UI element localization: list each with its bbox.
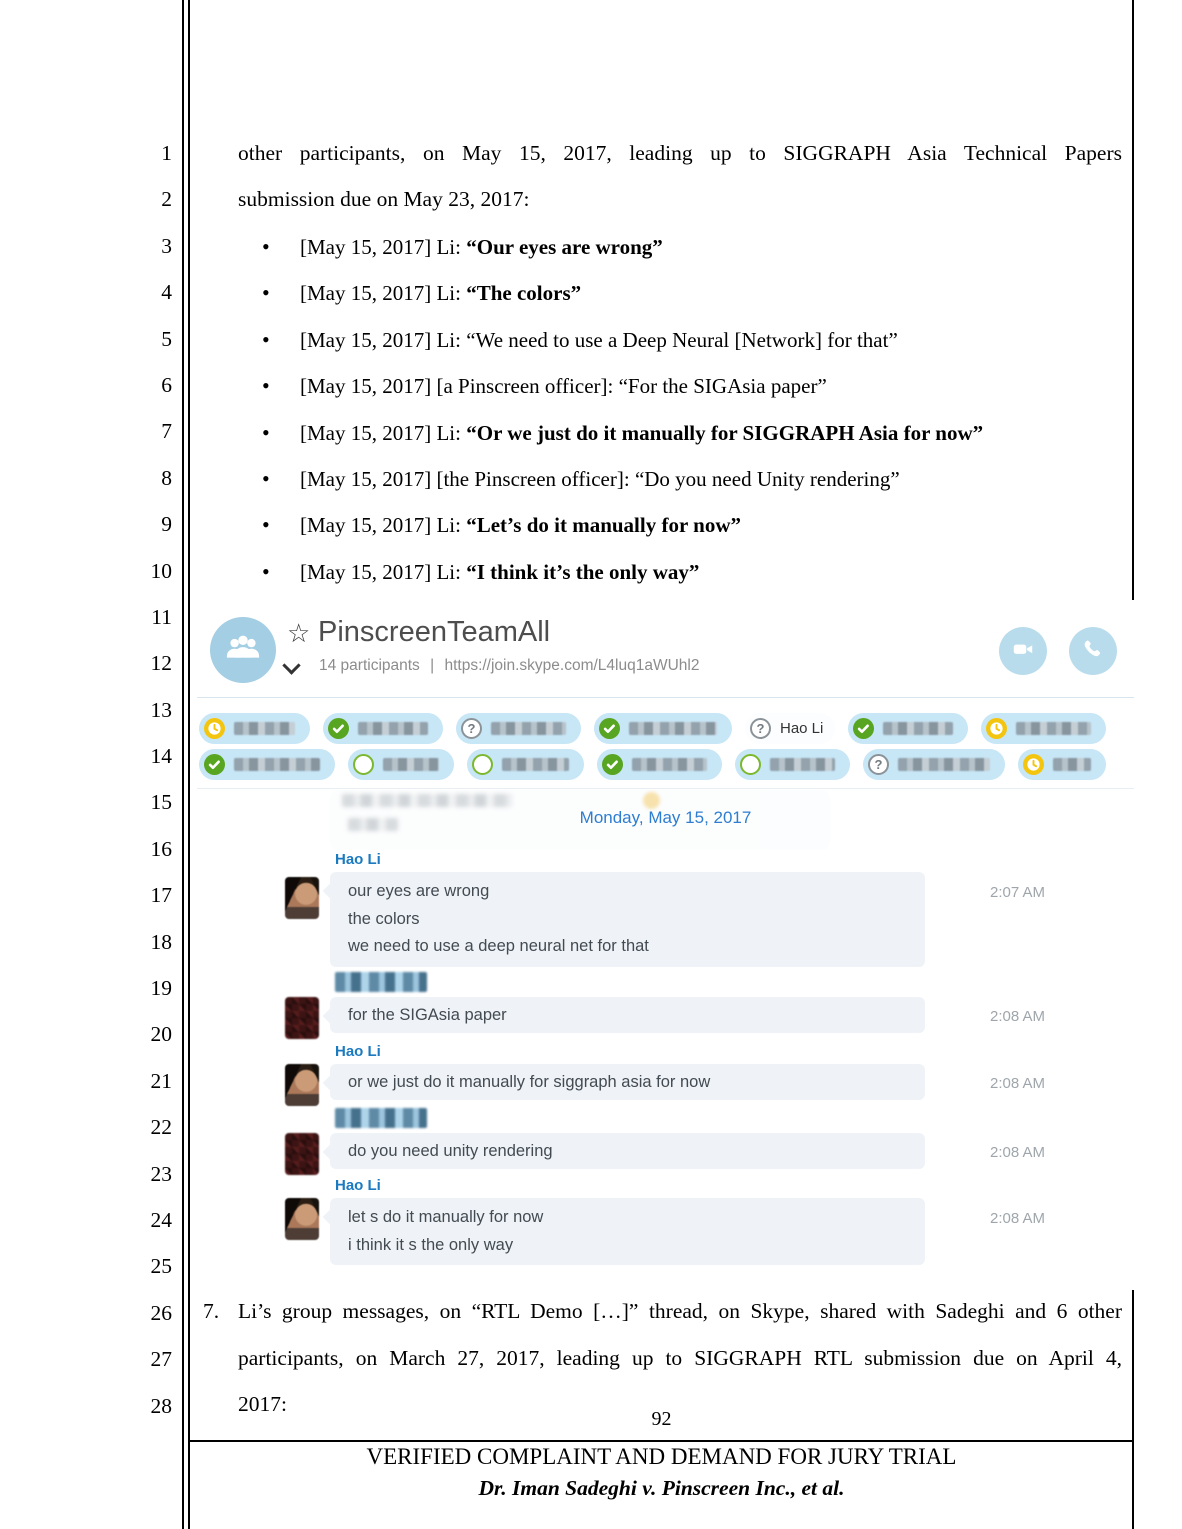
bullet-item: [262, 502, 1122, 548]
group-people-icon: [222, 627, 264, 674]
redacted-participant-name: [383, 758, 439, 771]
bubble-tail: [323, 1008, 340, 1025]
paragraph-top-line2: submission due on May 23, 2017:: [238, 187, 530, 212]
sender-avatar: [285, 1064, 319, 1106]
footer-case-name: Dr. Iman Sadeghi v. Pinscreen Inc., et al.: [478, 1476, 845, 1500]
participant-chip-hao-li[interactable]: [745, 713, 835, 744]
conversation-title: PinscreenTeamAll: [318, 616, 551, 648]
bullet-quote: “Do you need Unity rendering”: [634, 466, 900, 491]
chips-divider: [197, 788, 1134, 789]
line-number: 17: [150, 883, 172, 908]
bullet-quote: “Our eyes are wrong”: [466, 235, 663, 259]
chat-message: [197, 972, 1134, 1042]
chat-message: [197, 851, 1134, 971]
message-bubble: [330, 872, 925, 967]
page-number: 92: [651, 1408, 672, 1430]
message-bubble: [330, 1064, 925, 1100]
status-online-icon: [602, 754, 623, 775]
status-offline-icon: [353, 754, 374, 775]
bullet-prefix: [May 15, 2017] [a Pinscreen officer]:: [300, 374, 619, 399]
line-number: 1: [161, 141, 172, 165]
conversation-subtitle: [319, 657, 706, 675]
sender-avatar: [285, 1198, 319, 1240]
redacted-participant-name: [358, 722, 428, 735]
redacted-participant-name: [632, 758, 707, 771]
participant-name: Hao Li: [780, 720, 824, 737]
emoji-blob: [643, 792, 660, 809]
message-line: let s do it manually for now: [348, 1208, 544, 1226]
line-number: 9: [161, 512, 172, 537]
line-number: 25: [150, 1254, 172, 1279]
line-number: 7: [161, 419, 172, 444]
bullet-item: [262, 270, 1122, 316]
line-number: 6: [161, 372, 172, 397]
sender-avatar: [285, 997, 319, 1039]
bullet-prefix: [May 15, 2017] Li:: [300, 281, 467, 306]
line-number: 28: [150, 1393, 172, 1418]
redacted-participant-name: [629, 722, 717, 735]
line-number: 21: [150, 1068, 172, 1093]
bullet-prefix: [May 15, 2017] Li:: [300, 559, 467, 584]
line-number: 2: [161, 187, 172, 212]
participant-chip[interactable]: [848, 713, 968, 744]
message-bubble: [330, 997, 925, 1033]
redacted-participant-name: [1053, 758, 1091, 771]
bullet-prefix: [May 15, 2017] Li:: [300, 513, 467, 538]
participant-chip[interactable]: [199, 749, 335, 780]
paragraph-top: [238, 130, 1122, 223]
bullet-quote: “The colors”: [466, 281, 582, 306]
left-border-inner-line: [188, 0, 190, 1529]
status-online-icon: [204, 754, 225, 775]
message-line: or we just do it manually for siggraph asia for now: [348, 1073, 711, 1091]
participant-chip[interactable]: [456, 713, 581, 744]
message-timestamp: 2:08 AM: [990, 1075, 1046, 1092]
line-number: 12: [150, 651, 172, 676]
redacted-participant-name: [898, 758, 990, 771]
footer-title: VERIFIED COMPLAINT AND DEMAND FOR JURY TRIAL: [366, 1444, 957, 1469]
chat-message: [197, 1108, 1134, 1176]
status-unknown-icon: ?: [750, 718, 771, 739]
redacted-text-bar: [342, 794, 512, 807]
line-number: 8: [161, 465, 172, 490]
status-online-icon: [599, 718, 620, 739]
bubble-tail: [323, 1209, 340, 1226]
chevron-down-icon[interactable]: [282, 656, 300, 674]
paragraph-7: [238, 1288, 1122, 1428]
skype-screenshot-embed: [197, 600, 1134, 1290]
sender-name-redacted: [335, 1108, 427, 1128]
participant-chip[interactable]: [348, 749, 454, 780]
message-line: the colors: [348, 909, 420, 928]
message-timestamp: 2:08 AM: [990, 1008, 1046, 1025]
line-number: 24: [150, 1207, 172, 1232]
line-number: 4: [161, 280, 172, 305]
bullet-quote: “We need to use a Deep Neural [Network] for that”: [466, 327, 898, 352]
sender-avatar: [285, 877, 319, 919]
message-bubble: [330, 1198, 925, 1265]
bubble-tail: [323, 883, 340, 900]
sender-name[interactable]: Hao Li: [335, 851, 381, 868]
sender-name[interactable]: Hao Li: [335, 1177, 381, 1194]
status-away-icon: [1023, 754, 1044, 775]
group-avatar: [210, 617, 276, 683]
phone-call-icon: [1080, 636, 1106, 667]
line-number: 16: [150, 836, 172, 861]
status-unknown-icon: ?: [868, 754, 889, 775]
line-number: 26: [150, 1300, 172, 1325]
participant-chip[interactable]: [735, 749, 850, 780]
status-offline-icon: [740, 754, 761, 775]
participant-chip[interactable]: [594, 713, 732, 744]
sender-name-redacted: [335, 972, 427, 992]
line-number: 23: [150, 1161, 172, 1186]
bubble-tail: [323, 1144, 340, 1161]
status-unknown-icon: ?: [461, 718, 482, 739]
participants-count: 14 participants: [319, 657, 420, 674]
footer-rule: [189, 1440, 1134, 1442]
participant-chip[interactable]: [597, 749, 722, 780]
video-call-button[interactable]: [999, 627, 1047, 675]
line-number: 27: [150, 1347, 172, 1372]
paragraph-7-number: 7.: [203, 1299, 220, 1323]
bullet-item: [262, 549, 1122, 595]
redacted-participant-name: [770, 758, 835, 771]
video-call-icon: [1010, 636, 1036, 667]
chat-message: [197, 1177, 1134, 1269]
bullet-item: [262, 224, 1122, 270]
status-offline-icon: [472, 754, 493, 775]
bullet-prefix: [May 15, 2017] Li:: [300, 420, 467, 445]
participant-chips-row1: [199, 713, 1106, 744]
redacted-participant-name: [883, 722, 953, 735]
message-line: we need to use a deep neural net for that: [348, 937, 649, 955]
paragraph-7-line1: Li’s group messages, on “RTL Demo […]” thread, on Skype, shared with Sadeghi and 6 other: [238, 1299, 1122, 1323]
bubble-tail: [323, 1075, 340, 1092]
participant-chip[interactable]: [981, 713, 1106, 744]
line-number: 20: [150, 1022, 172, 1047]
paragraph-7-line3: 2017:: [238, 1392, 287, 1417]
status-online-icon: [853, 718, 874, 739]
redacted-participant-name: [234, 758, 320, 771]
redacted-participant-name: [234, 722, 295, 735]
bullet-quote: “Let’s do it manually for now”: [466, 513, 741, 538]
redacted-participant-name: [491, 722, 566, 735]
message-timestamp: 2:07 AM: [990, 884, 1046, 901]
line-number: 15: [150, 790, 172, 815]
participant-chip[interactable]: [467, 749, 584, 780]
message-line: i think it s the only way: [348, 1235, 514, 1254]
redacted-participant-name: [502, 758, 569, 771]
redacted-participant-name: [1016, 722, 1091, 735]
status-away-icon: [204, 718, 225, 739]
line-number: 19: [150, 976, 172, 1001]
bullet-item: [262, 317, 1122, 363]
line-number: 11: [151, 604, 172, 629]
message-bubble: [330, 1133, 925, 1169]
join-link[interactable]: https://join.skype.com/L4luq1aWUhl2: [444, 657, 700, 674]
sender-avatar: [285, 1133, 319, 1175]
line-number: 18: [150, 929, 172, 954]
paragraph-top-line1: other participants, on May 15, 2017, leading up to SIGGRAPH Asia Technical Papers: [238, 141, 1122, 165]
status-online-icon: [328, 718, 349, 739]
participant-chips-row2: [199, 749, 1106, 780]
star-icon[interactable]: ☆: [287, 618, 311, 648]
line-number: 5: [161, 326, 172, 351]
paragraph-7-line2: participants, on March 27, 2017, leading up to SIGGRAPH RTL submission due on April 4,: [238, 1345, 1122, 1370]
bullet-item: [262, 363, 1122, 409]
message-line: do you need unity rendering: [348, 1142, 553, 1160]
status-away-icon: [986, 718, 1007, 739]
quote-bullet-list: [262, 224, 1122, 595]
message-line: our eyes are wrong: [348, 882, 490, 900]
participant-chip[interactable]: [863, 749, 1005, 780]
bullet-item: [262, 410, 1122, 456]
participant-chip[interactable]: [1018, 749, 1106, 780]
sender-name[interactable]: Hao Li: [335, 1043, 381, 1060]
bullet-prefix: [May 15, 2017] Li:: [300, 327, 467, 352]
chat-date-header: Monday, May 15, 2017: [579, 808, 752, 827]
subtitle-separator: |: [430, 657, 435, 674]
line-number: 14: [150, 744, 172, 769]
message-timestamp: 2:08 AM: [990, 1210, 1046, 1227]
participant-chip[interactable]: [323, 713, 443, 744]
bullet-item: [262, 456, 1122, 502]
bullet-quote: “For the SIGAsia paper”: [618, 374, 827, 399]
line-number: 10: [150, 558, 172, 583]
line-number: 13: [150, 697, 172, 722]
line-number: 3: [161, 233, 172, 258]
line-numbers: [0, 130, 172, 1429]
message-line: for the SIGAsia paper: [348, 1006, 507, 1024]
line-number: 22: [150, 1115, 172, 1140]
audio-call-button[interactable]: [1069, 627, 1117, 675]
bullet-prefix: [May 15, 2017] [the Pinscreen officer]:: [300, 466, 635, 491]
bullet-prefix: [May 15, 2017] Li:: [300, 235, 467, 259]
header-divider: [197, 697, 1134, 698]
bullet-quote: “Or we just do it manually for SIGGRAPH Asia for now”: [466, 420, 984, 445]
message-timestamp: 2:08 AM: [990, 1144, 1046, 1161]
chat-message: [197, 1043, 1134, 1107]
bullet-quote: “I think it’s the only way”: [466, 559, 700, 584]
left-border-outer-line: [182, 0, 184, 1529]
participant-chip[interactable]: [199, 713, 310, 744]
